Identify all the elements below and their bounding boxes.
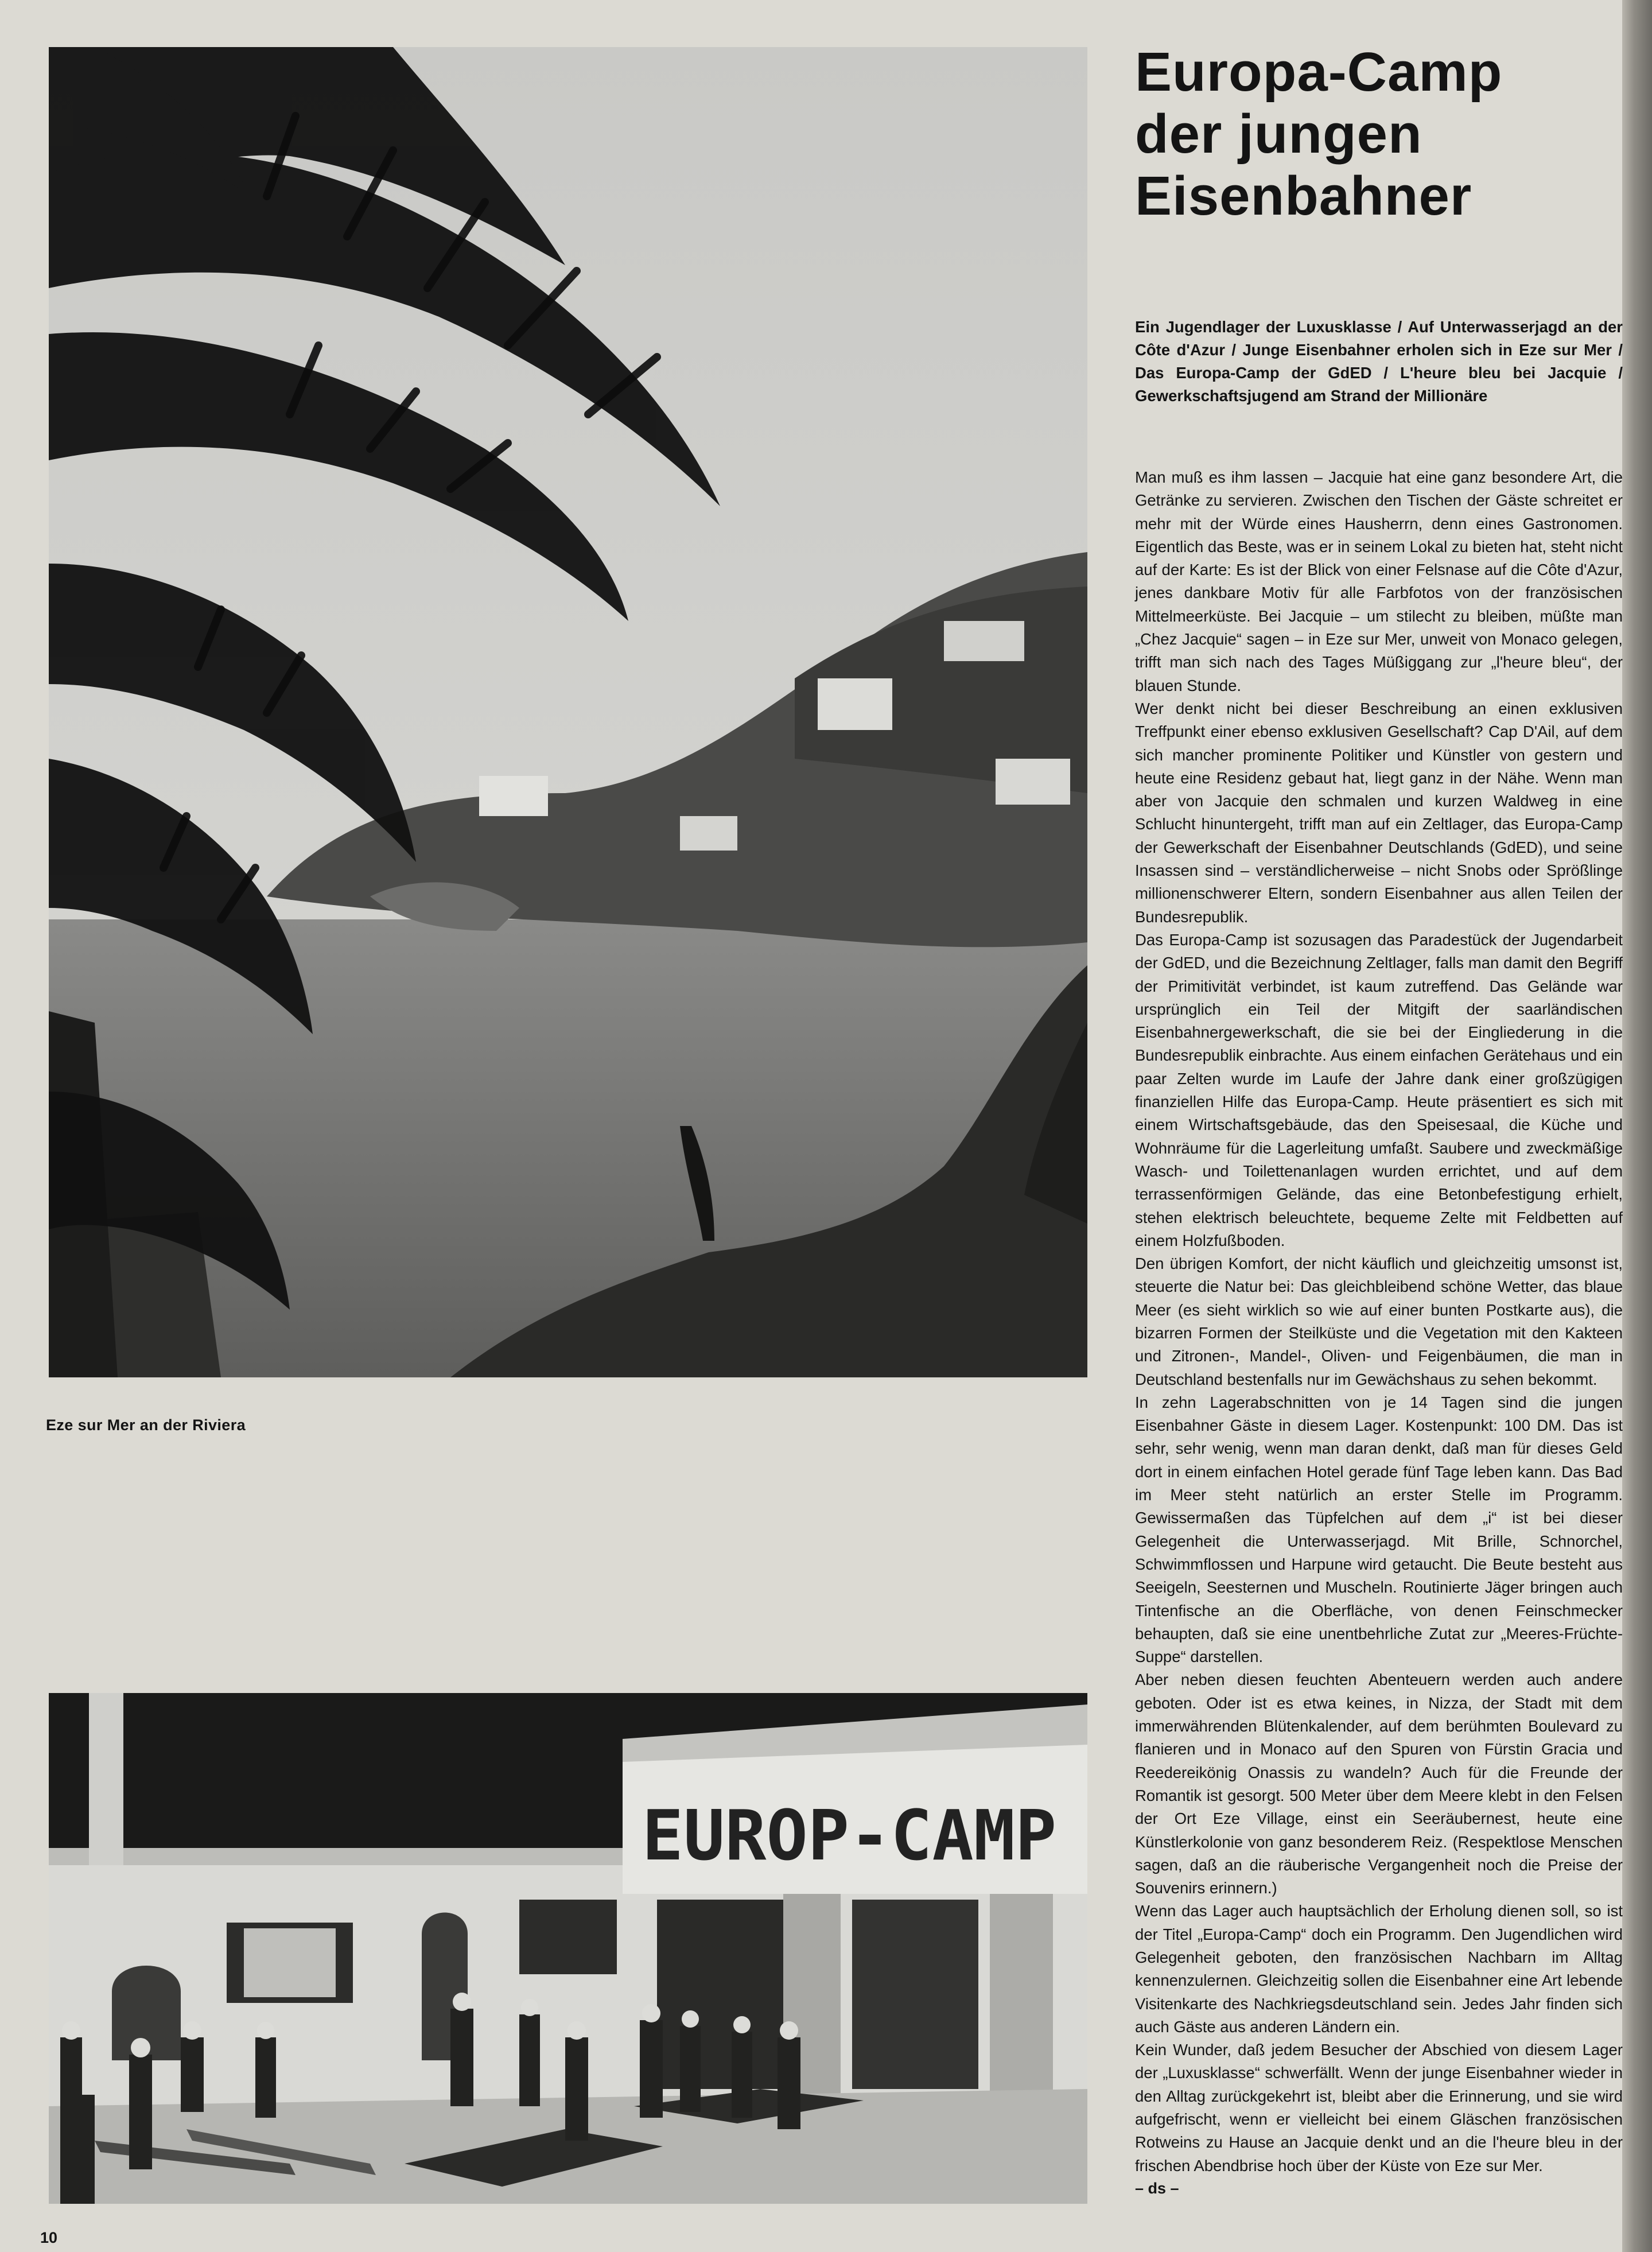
camp-courtyard-drawing [49,1693,1087,2204]
body-paragraph: Kein Wunder, daß jedem Besucher der Abschied von diesem Lager der „Luxusklasse“ schwerfällt. Wenn der junge Eisenbahner wieder in den Alltag zurückgekehrt ist, bleibt aber die Erinnerung, und sie wird aufgefrischt, wenn er vielleicht bei einem Gläschen französischen Rotweins zu Hause an Jacquie denkt und an die l'heure bleu in der frischen Abendbrise hoch über der Küste von Eze sur Mer. [1135,2041,1623,2175]
camp-sign: EUROP-CAMP [642,1796,1057,1876]
article-body [1135,466,1623,2177]
coastline-photo [49,47,1087,1377]
body-paragraph: In zehn Lagerabschnitten von je 14 Tagen sind die jungen Eisenbahner Gäste in diesem Lager. Kostenpunkt: 100 DM. Das ist sehr, sehr wenig, wenn man daran denkt, daß man für dieses Geld dort in einem einfachen Hotel gerade fünf Tage leben kann. Das Bad im Meer steht natürlich an erster Stelle im Programm. Gewissermaßen das Tüpfelchen auf dem „i“ ist bei dieser Gelegenheit die Unterwasserjagd. Mit Brille, Schnorchel, Schwimmflossen und Harpune wird getaucht. Die Beute besteht aus Seeigeln, Seesternen und Muscheln. Routinierte Jäger bringen auch Tintenfische an die Oberfläche, von denen Feinschmecker behaupten, daß sie eine unentbehrliche Zutat zur „Meeres-Früchte-Suppe“ darstellen. [1135,1393,1623,1666]
body-paragraph: Wenn das Lager auch hauptsächlich der Erholung dienen soll, so ist der Titel „Europa-Camp“ doch ein Programm. Den Jugendlichen wird Gelegenheit geboten, den französischen Nachbarn im Alltag kennenzulernen. Gleichzeitig sollen die Eisenbahner eine Art lebende Visitenkarte des Nachkriegsdeutschland sein. Jedes Jahr finden sich auch Gäste aus anderen Ländern ein. [1135,1902,1623,2036]
body-paragraph: Aber neben diesen feuchten Abenteuern werden auch andere geboten. Oder ist es etwa keines, in Nizza, der Stadt mit dem immerwährenden Blütenkalender, auf dem berühmten Boulevard zu flanieren und in Monaco auf den Spuren von Fürstin Gracia und Reedereikönig Onassis zu wandeln? Auch für die Freunde der Romantik ist gesorgt. 500 Meter über dem Meere klebt in den Felsen der Ort Eze Village, einst ein Seeräubernest, heute eine Künstlerkolonie von ganz besonderem Reiz. (Respektlose Menschen sagen, daß an die räuberische Vergangenheit noch die Preise der Souvenirs erinnern.) [1135,1671,1623,1897]
coastline-photo-drawing [49,47,1087,1377]
page-spine-edge [1622,0,1652,2252]
body-paragraph: Den übrigen Komfort, der nicht käuflich und gleichzeitig umsonst ist, steuerte die Natur bei: Das gleichbleibend schöne Wetter, das blaue Meer (es sieht wirklich so wie auf einer bunten Postkarte aus), die bizarren Formen der Steilküste und die Vegetation mit den Kakteen und Zitronen-, Mandel-, Oliven- und Feigenbäumen, die man in Deutschland bestenfalls nur im Gewächshaus zu sehen bekommt. [1135,1255,1623,1388]
page-number: 10 [40,2229,58,2246]
body-paragraph: Das Europa-Camp ist sozusagen das Paradestück der Jugendarbeit der GdED, und die Bezeichnung Zeltlager, falls man damit den Begriff der Primitivität verbindet, ist kaum zutreffend. Das Gelände war ursprünglich ein Teil der Mitgift der saarländischen Eisenbahnergewerkschaft, die sie bei der Eingliederung in die Bundesrepublik einbrachte. Aus einem einfachen Gerätehaus und ein paar Zelten wurde im Laufe der Jahre dank einer großzügigen finanziellen Hilfe das Europa-Camp. Heute präsentiert es sich mit einem Wirtschaftsgebäude, das den Speisesaal, die Küche und Wohnräume für die Lagerleitung umfaßt. Saubere und zweckmäßige Wasch- und Toilettenanlagen wurden errichtet, und auf dem terrassenförmigen Gelände, das eine Betonbefestigung erhielt, stehen elektrisch beleuchtete, bequeme Zelte mit Feldbetten auf einem Holzfußboden. [1135,930,1623,1249]
body-paragraph: Wer denkt nicht bei dieser Beschreibung an einen exklusiven Treffpunkt einer ebenso exklusiven Gesellschaft? Cap D'Ail, auf dem sich mancher prominente Politiker und Künstler von gestern und heute eine Residenz gebaut hat, liegt ganz in der Nähe. Wenn man aber von Jacquie den schmalen und kurzen Waldweg in eine Schlucht hinuntergeht, trifft man auf ein Zeltlager, das Europa-Camp der Gewerkschaft der Eisenbahner Deutschlands (GdED), und seine Insassen sind – verständlicherweise – nicht Snobs oder Sprößlinge millionenschwerer Eltern, sondern Eisenbahner aus allen Teilen der Bundesrepublik. [1135,699,1623,926]
article-deck: Ein Jugendlager der Luxusklasse / Auf Unterwasserjagd an der Côte d'Azur / Junge Eisenbahner erholen sich in Eze sur Mer / Das Europa-Camp der GdED / L'heure bleu bei Jacquie / Gewerkschaftsjugend am Strand der Millionäre [1135,318,1623,405]
photo-caption: Eze sur Mer an der Riviera [46,1416,246,1434]
body-paragraph: Man muß es ihm lassen – Jacquie hat eine ganz besondere Art, die Getränke zu servieren. Zwischen den Tischen der Gäste schreitet er mehr mit der Würde eines Hausherrn, denn eines Gastronomen. Eigentlich das Beste, was er in seinem Lokal zu bieten hat, steht nicht auf der Karte: Es ist der Blick von einer Felsnase auf die Côte d'Azur, jenes dankbare Motiv für alle Farbfotos von der französischen Mittelmeerküste. Bei Jacquie – um stilecht zu bleiben, müßte man „Chez Jacquie“ sagen – in Eze sur Mer, unweit von Monaco gelegen, trifft man sich nach des Tages Müßiggang zur „l'heure bleu“, der blauen Stunde. [1135,468,1623,694]
article-headline: Europa-Camp der jungen Eisenbahner [1135,41,1503,227]
camp-courtyard-photo [49,1693,1087,2204]
author-signature: – ds – [1135,2180,1179,2197]
